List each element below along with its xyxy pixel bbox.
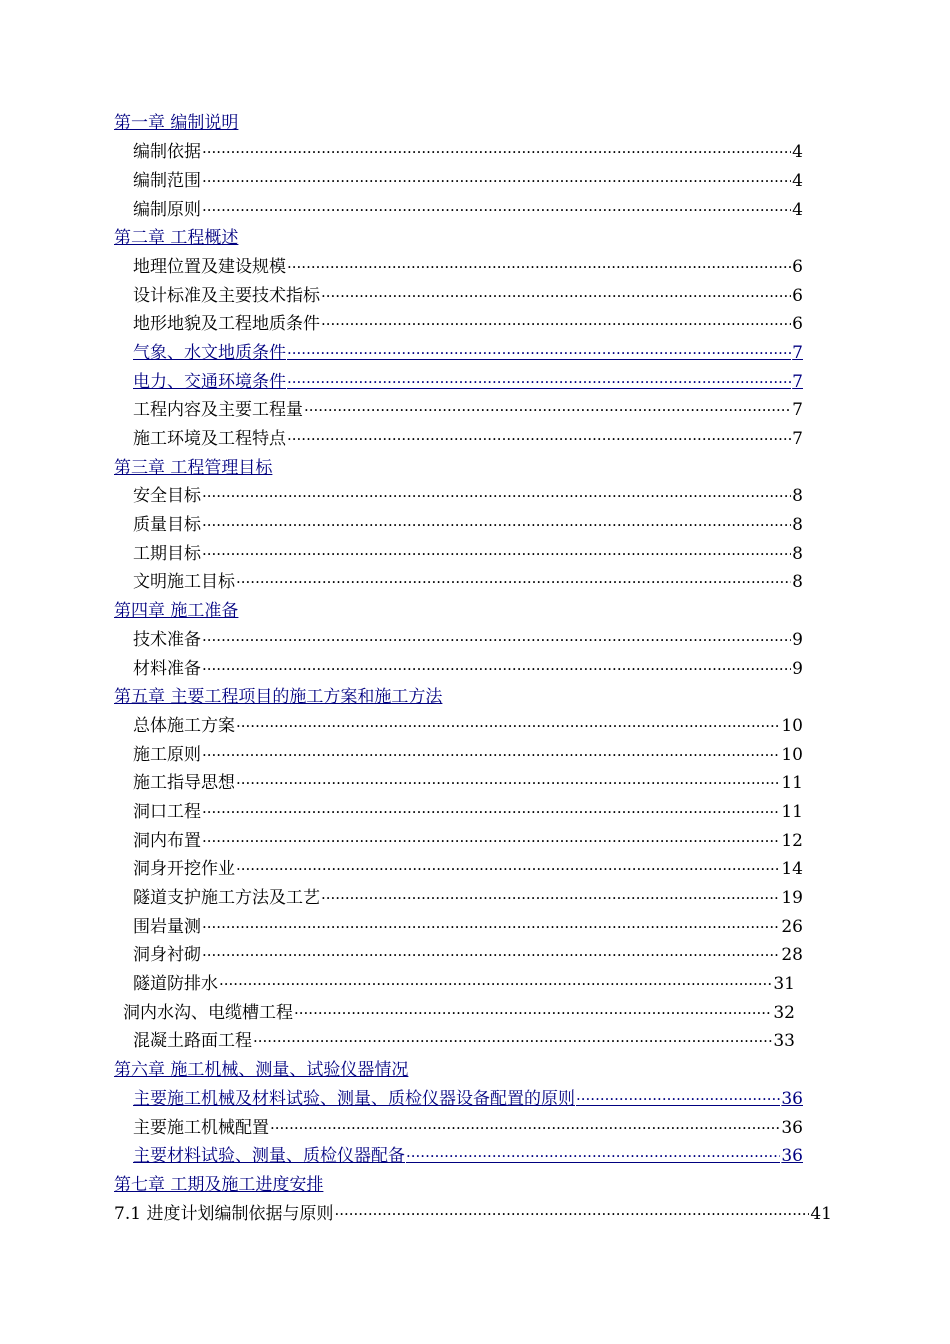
page-number: 28 [781, 945, 803, 965]
toc-entry[interactable] [133, 914, 803, 940]
entry-title: 总体施工方案 [133, 716, 235, 736]
toc-entry[interactable] [133, 168, 803, 194]
page-number: 12 [781, 831, 803, 851]
page-number: 9 [792, 659, 803, 679]
dot-leader [202, 828, 780, 854]
page-number: 7 [792, 343, 803, 363]
dot-leader [406, 1143, 780, 1169]
toc-entry[interactable] [133, 311, 803, 337]
toc-entry[interactable] [133, 369, 803, 395]
page-number: 6 [792, 314, 803, 334]
entry-title: 施工指导思想 [133, 773, 235, 793]
entry-title: 编制依据 [133, 142, 201, 162]
toc-entry[interactable] [133, 283, 803, 309]
entry-title: 地形地貌及工程地质条件 [133, 314, 320, 334]
entry-title: 主要材料试验、测量、质检仪器配备 [133, 1146, 405, 1166]
dot-leader [287, 426, 791, 452]
toc-entry[interactable] [133, 512, 803, 538]
entry-title: 主要施工机械及材料试验、测量、质检仪器设备配置的原则 [133, 1089, 575, 1109]
chapter-title: 第七章 工期及施工进度安排 [114, 1175, 324, 1195]
entry-title: 洞身开挖作业 [133, 859, 235, 879]
dot-leader [253, 1028, 772, 1054]
dot-leader [202, 942, 780, 968]
dot-leader [236, 713, 780, 739]
entry-title: 技术准备 [133, 630, 201, 650]
entry-title: 隧道支护施工方法及工艺 [133, 888, 320, 908]
entry-title: 围岩量测 [133, 917, 201, 937]
dot-leader [334, 1201, 809, 1227]
toc-entry[interactable] [133, 1086, 803, 1112]
chapter-title: 第三章 工程管理目标 [114, 458, 273, 478]
page-number: 7 [792, 372, 803, 392]
toc-entry[interactable] [133, 197, 803, 223]
toc-entry[interactable] [133, 340, 803, 366]
page-number: 11 [781, 802, 803, 822]
toc-chapter-link[interactable] [114, 1057, 408, 1083]
page-number: 19 [781, 888, 803, 908]
dot-leader [219, 971, 772, 997]
page-number: 8 [792, 572, 803, 592]
page-number: 10 [781, 745, 803, 765]
entry-title: 洞内布置 [133, 831, 201, 851]
page-number: 6 [792, 286, 803, 306]
toc-entry[interactable] [133, 770, 803, 796]
toc-entry[interactable] [133, 1028, 795, 1054]
entry-title: 安全目标 [133, 486, 201, 506]
page-number: 8 [792, 544, 803, 564]
chapter-title: 第一章 编制说明 [114, 113, 239, 133]
toc-chapter-link[interactable] [114, 110, 238, 136]
dot-leader [202, 799, 780, 825]
dot-leader [321, 283, 791, 309]
toc-entry[interactable] [133, 426, 803, 452]
entry-title: 编制原则 [133, 200, 201, 220]
page-number: 4 [792, 171, 803, 191]
dot-leader [202, 742, 780, 768]
dot-leader [202, 541, 791, 567]
toc-entry[interactable] [123, 1000, 795, 1026]
toc-entry[interactable] [133, 1115, 803, 1141]
dot-leader [236, 770, 780, 796]
entry-title: 设计标准及主要技术指标 [133, 286, 320, 306]
toc-entry[interactable] [133, 856, 803, 882]
toc-chapter-link[interactable] [114, 1172, 323, 1198]
toc-entry[interactable] [133, 254, 803, 280]
toc-entry[interactable] [133, 742, 803, 768]
toc-entry[interactable] [133, 139, 803, 165]
dot-leader [236, 856, 780, 882]
page-number: 36 [781, 1146, 803, 1166]
entry-title: 主要施工机械配置 [133, 1118, 269, 1138]
toc-entry[interactable] [133, 885, 803, 911]
entry-title: 7.1 进度计划编制依据与原则 [114, 1204, 334, 1224]
dot-leader [270, 1115, 780, 1141]
dot-leader [287, 340, 791, 366]
toc-chapter-link[interactable] [114, 455, 272, 481]
toc-entry[interactable] [133, 799, 803, 825]
page-number: 11 [781, 773, 803, 793]
page-number: 31 [773, 974, 795, 994]
dot-leader [202, 168, 791, 194]
dot-leader [202, 139, 791, 165]
entry-title: 施工环境及工程特点 [133, 429, 286, 449]
toc-chapter-link[interactable] [114, 598, 238, 624]
dot-leader [287, 254, 791, 280]
toc-entry[interactable] [133, 942, 803, 968]
dot-leader [202, 656, 791, 682]
page-number: 9 [792, 630, 803, 650]
entry-title: 地理位置及建设规模 [133, 257, 286, 277]
dot-leader [202, 483, 791, 509]
toc-chapter-link[interactable] [114, 225, 238, 251]
toc-entry[interactable] [133, 483, 803, 509]
page-number: 4 [792, 142, 803, 162]
entry-title: 洞内水沟、电缆槽工程 [123, 1003, 293, 1023]
entry-title: 气象、水文地质条件 [133, 343, 286, 363]
toc-entry[interactable] [133, 627, 803, 653]
toc-entry[interactable] [133, 828, 803, 854]
page-number: 6 [792, 257, 803, 277]
toc-entry[interactable] [133, 541, 803, 567]
toc-entry[interactable] [133, 713, 803, 739]
toc-entry[interactable] [133, 569, 803, 595]
dot-leader [202, 512, 791, 538]
page-number: 33 [773, 1031, 795, 1051]
toc-entry[interactable] [133, 1143, 803, 1169]
chapter-title: 第六章 施工机械、测量、试验仪器情况 [114, 1060, 409, 1080]
entry-title: 编制范围 [133, 171, 201, 191]
entry-title: 文明施工目标 [133, 572, 235, 592]
page-number: 4 [792, 200, 803, 220]
page-number: 7 [792, 400, 803, 420]
page-number: 10 [781, 716, 803, 736]
page-number: 8 [792, 486, 803, 506]
toc-chapter-link[interactable] [114, 684, 442, 710]
dot-leader [294, 1000, 772, 1026]
dot-leader [236, 569, 791, 595]
page-number: 14 [781, 859, 803, 879]
toc-entry[interactable] [133, 971, 795, 997]
entry-title: 工程内容及主要工程量 [133, 400, 303, 420]
entry-title: 隧道防排水 [133, 974, 218, 994]
page-number: 41 [810, 1204, 832, 1224]
page-number: 8 [792, 515, 803, 535]
dot-leader [321, 885, 780, 911]
page-number: 32 [773, 1003, 795, 1023]
page-number: 36 [781, 1118, 803, 1138]
toc-entry[interactable] [133, 397, 803, 423]
dot-leader [321, 311, 791, 337]
entry-title: 混凝土路面工程 [133, 1031, 252, 1051]
entry-title: 洞口工程 [133, 802, 201, 822]
chapter-title: 第四章 施工准备 [114, 601, 239, 621]
entry-title: 电力、交通环境条件 [133, 372, 286, 392]
dot-leader [576, 1086, 780, 1112]
chapter-title: 第五章 主要工程项目的施工方案和施工方法 [114, 687, 443, 707]
dot-leader [202, 197, 791, 223]
page-number: 36 [781, 1089, 803, 1109]
dot-leader [202, 914, 780, 940]
toc-entry[interactable] [114, 1201, 832, 1227]
page-number: 26 [781, 917, 803, 937]
chapter-title: 第二章 工程概述 [114, 228, 239, 248]
toc-entry[interactable] [133, 656, 803, 682]
entry-title: 质量目标 [133, 515, 201, 535]
dot-leader [287, 369, 791, 395]
dot-leader [304, 397, 791, 423]
entry-title: 材料准备 [133, 659, 201, 679]
entry-title: 工期目标 [133, 544, 201, 564]
entry-title: 施工原则 [133, 745, 201, 765]
dot-leader [202, 627, 791, 653]
page-number: 7 [792, 429, 803, 449]
entry-title: 洞身衬砌 [133, 945, 201, 965]
